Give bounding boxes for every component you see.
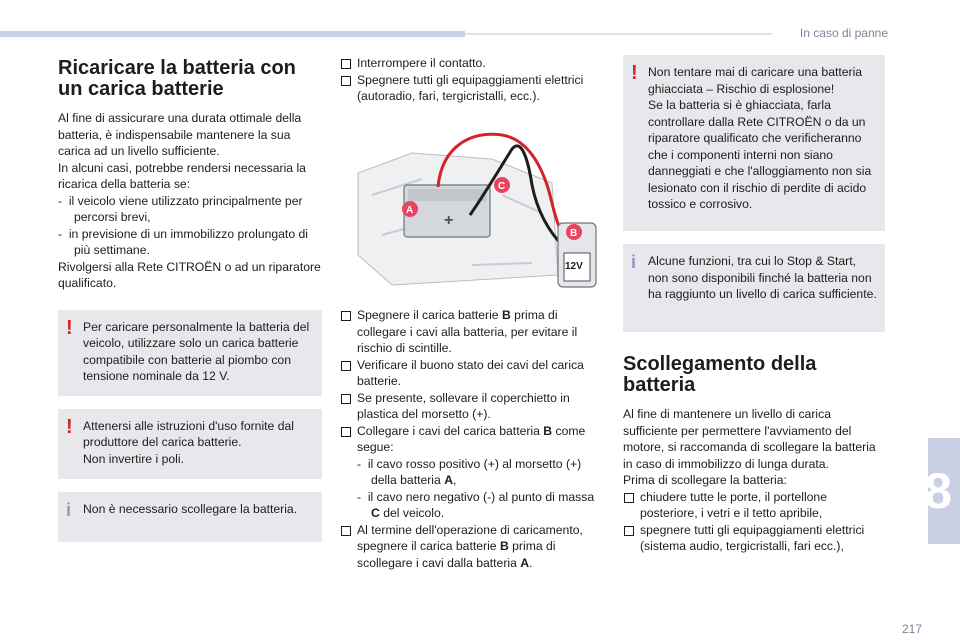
info-icon: i (66, 499, 72, 520)
warning-text: Se la batteria si è ghiacciata, farla controllare dalla Rete CITROËN o da un riparatore qualificato che verificheranno che i componenti interni non siano danneggiati e che l'alloggiamento non sia lesionato con il rischio di perdite di acido tossico e corrosivo. (648, 98, 872, 211)
info-text: Non è necessario scollegare la batteria. (83, 501, 298, 516)
body-paragraph: Al fine di mantenere un livello di carica sufficiente per permettere l'avviamento del motore, si raccomanda di scollegare la batteria in caso di immobilizzo di lunga durata. (623, 407, 876, 471)
step-item: Spegnere il carica batterie B prima di collegare i cavi alla batteria, per evitare il rischio di scintille. (340, 307, 606, 357)
page-number: 217 (901, 622, 922, 636)
warning-icon: ! (66, 415, 73, 438)
step-item: spegnere tutti gli equipaggiamenti elettrici (sistema audio, tergicristalli, fari ecc.), (623, 522, 885, 555)
warning-box (58, 409, 322, 479)
step-item: Interrompere il contatto. (340, 55, 606, 72)
step-item: Spegnere tutti gli equipaggiamenti elettrici (autoradio, fari, tergicristalli, ecc.). (340, 72, 606, 105)
svg-text:+: + (444, 211, 454, 229)
callout-b: B (570, 227, 578, 239)
warning-icon: ! (631, 62, 638, 84)
section-heading: Scollegamento della batteria (623, 353, 817, 396)
column-middle (340, 55, 606, 571)
sub-step-item: - il cavo nero negativo (-) al punto di massa C del veicolo. (357, 489, 595, 520)
info-box (58, 492, 322, 542)
page-title: Ricaricare la batteria con un carica batterie (58, 57, 296, 100)
step-item: Verificare il buono stato dei cavi del carica batterie. (340, 357, 606, 390)
sub-step-item: - il cavo rosso positivo (+) al morsetto (+) della batteria A, (357, 456, 582, 487)
warning-text: Non invertire i poli. (83, 451, 184, 466)
warning-icon: ! (66, 316, 73, 339)
callout-c: C (498, 180, 506, 192)
header-accent-bar (0, 31, 465, 37)
dash-item: - il veicolo viene utilizzato principalmente per percorsi brevi, (58, 193, 303, 224)
header-rule (465, 33, 772, 35)
intro-paragraph: Al fine di assicurare una durata ottimale della batteria, è indispensabile mantenere la sua carica ad un livello sufficiente. (58, 111, 302, 158)
warning-text: Per caricare personalmente la batteria del veicolo, utilizzare solo un carica batterie compatibile con batterie al piombo con tensione nominale da 12 V. (83, 319, 310, 383)
chapter-number: 8 (924, 463, 952, 519)
step-item: Al termine dell'operazione di caricamento, spegnere il carica batterie B prima di scollegare i cavi dalla batteria A. (340, 522, 606, 572)
intro-paragraph: Rivolgersi alla Rete CITROËN o ad un riparatore qualificato. (58, 259, 321, 290)
dash-item: - in previsione di un immobilizzo prolungato di più settimane. (58, 226, 308, 257)
section-title: In caso di panne (799, 26, 888, 40)
warning-box (58, 310, 322, 396)
info-icon: i (631, 252, 637, 272)
battery-charger-illustration (352, 125, 598, 295)
step-item: Se presente, sollevare il coperchietto in plastica del morsetto (+). (340, 390, 606, 423)
charger-voltage-label: 12V (565, 260, 583, 272)
step-item: chiudere tutte le porte, il portellone posteriore, i vetri e il tetto apribile, (623, 489, 885, 522)
callout-a: A (406, 204, 414, 216)
warning-text: Attenersi alle istruzioni d'uso fornite dal produttore del carica batterie. (83, 418, 294, 449)
column-left (58, 58, 322, 542)
info-text: Alcune funzioni, tra cui lo Stop & Start, non sono disponibili finché la batteria non ha raggiunto un livello di carica sufficiente. (648, 254, 877, 301)
warning-text: Non tentare mai di caricare una batteria ghiacciata – Rischio di esplosione! (648, 65, 863, 96)
column-right (623, 55, 885, 555)
step-item: Collegare i cavi del carica batteria B come segue: (340, 423, 606, 456)
intro-paragraph: In alcuni casi, potrebbe rendersi necessaria la ricarica della batteria se: (58, 160, 306, 191)
warning-box (623, 55, 885, 231)
body-paragraph: Prima di scollegare la batteria: (623, 473, 787, 487)
info-box (623, 244, 885, 332)
